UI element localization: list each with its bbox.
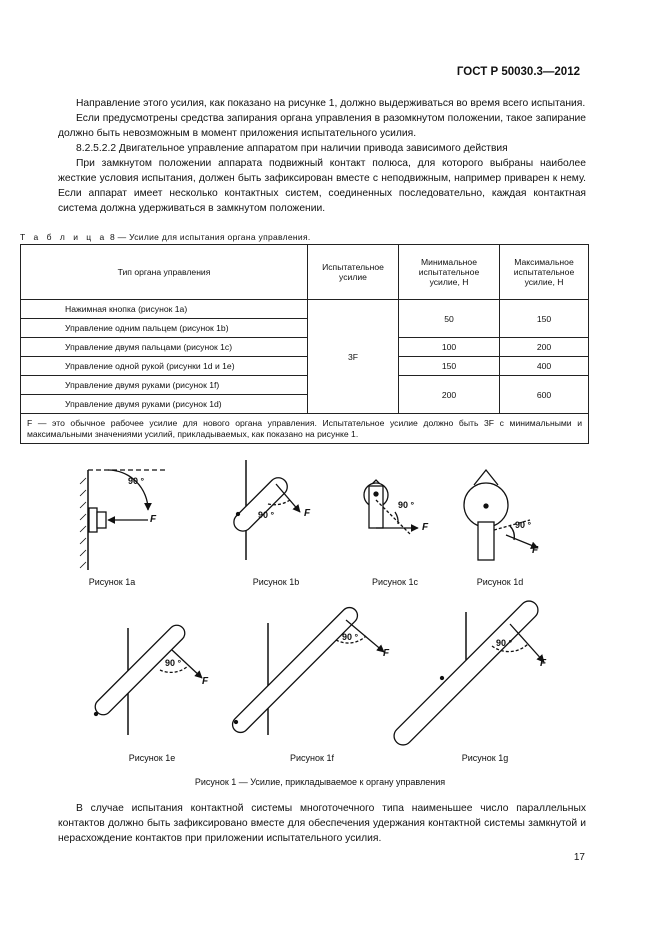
- test-force-cell: 3F: [308, 300, 399, 414]
- max-value: 200: [500, 338, 589, 357]
- table-caption-text: 8 — Усилие для испытания органа управления.: [109, 232, 311, 242]
- force-label: F: [383, 648, 390, 659]
- figure-main-caption: Рисунок 1 — Усилие, прикладываемое к органу управления: [194, 777, 446, 787]
- max-value: 150: [500, 300, 589, 338]
- document-header: ГОСТ Р 50030.3—2012: [456, 66, 580, 78]
- angle-label: 90 °: [496, 638, 513, 648]
- figure-caption: Рисунок 1а: [88, 577, 136, 587]
- figure-1e-drawing: [92, 622, 202, 735]
- force-label: F: [532, 545, 539, 556]
- paragraph: Направление этого усилия, как показано на рисунке 1, должно выдерживаться во время всего испытания.: [76, 98, 586, 109]
- paragraph: При замкнутом положении аппарата подвижный контакт полюса, для которого выбраны наиболее жесткие условия испытания, должен быть зафиксирован вместе с неподвижным, например приварен к нему. Если аппарат имеет несколько контактных систем, соединенных последовательно, каждая контактная система должна удерживаться в замкнутом положении.: [58, 158, 586, 214]
- table-caption-label: Т а б л и ц а: [20, 232, 108, 242]
- paragraph: Если предусмотрены средства запирания органа управления в разомкнутом положении, такое запирание должно быть невозможным в момент приложения испытательного усилия.: [58, 113, 586, 139]
- min-value: 150: [399, 357, 500, 376]
- row-label: Управление двумя руками (рисунок 1d): [21, 395, 308, 414]
- figure-1d-drawing: [464, 470, 538, 560]
- row-label: Нажимная кнопка (рисунок 1а): [21, 300, 308, 319]
- max-value: 600: [500, 376, 589, 414]
- force-label: F: [150, 514, 157, 525]
- angle-label: 90 °: [398, 500, 415, 510]
- angle-label: 90 °: [128, 476, 145, 486]
- row-label: Управление двумя руками (рисунок 1f): [21, 376, 308, 395]
- paragraph: В случае испытания контактной системы многоточечного типа наименьшее число параллельных контактов должно быть зафиксировано вместе для обеспечения удержания контактной системы замкнутой и нерасхождение контактов при приложении испытательного усилия.: [58, 803, 586, 844]
- page-number: 17: [573, 852, 585, 863]
- force-label: F: [304, 508, 311, 519]
- table-note: F — это обычное рабочее усилие для нового органа управления. Испытательное усилие должно быть 3F с минимальными и максимальными значениями усилий, прикладываемых, как показано на рисунке 1.: [21, 414, 589, 444]
- force-label: F: [202, 676, 209, 687]
- row-label: Управление одной рукой (рисунки 1d и 1е): [21, 357, 308, 376]
- force-label: F: [422, 522, 429, 533]
- figure-caption: Рисунок 1f: [290, 753, 334, 763]
- max-value: 400: [500, 357, 589, 376]
- header-cell: Тип органа управления: [21, 245, 308, 300]
- row-label: Управление двумя пальцами (рисунок 1с): [21, 338, 308, 357]
- angle-label: 90 °: [165, 658, 182, 668]
- min-value: 50: [399, 300, 500, 338]
- header-cell: Максимальное испытательное усилие, Н: [500, 245, 589, 300]
- row-label: Управление одним пальцем (рисунок 1b): [21, 319, 308, 338]
- body-text-bottom: [58, 801, 586, 846]
- header-cell: Минимальное испытательное усилие, Н: [399, 245, 500, 300]
- subclause-heading: 8.2.5.2.2 Двигательное управление аппаратом при наличии привода зависимого действия: [76, 143, 508, 154]
- figure-caption: Рисунок 1е: [128, 753, 176, 763]
- min-value: 100: [399, 338, 500, 357]
- figure-1f-drawing: [229, 604, 384, 736]
- figure-caption: Рисунок 1g: [461, 753, 509, 763]
- angle-label: 90 °: [342, 632, 359, 642]
- angle-label: 90 °: [515, 520, 532, 530]
- figure-caption: Рисунок 1с: [372, 577, 418, 587]
- figure-caption: Рисунок 1d: [476, 577, 524, 587]
- header-cell: Испытательное усилие: [308, 245, 399, 300]
- min-value: 200: [399, 376, 500, 414]
- figure-1g-drawing: [390, 597, 547, 748]
- figure-caption: Рисунок 1b: [252, 577, 300, 587]
- force-label: F: [540, 658, 547, 669]
- angle-label: 90 °: [258, 510, 275, 520]
